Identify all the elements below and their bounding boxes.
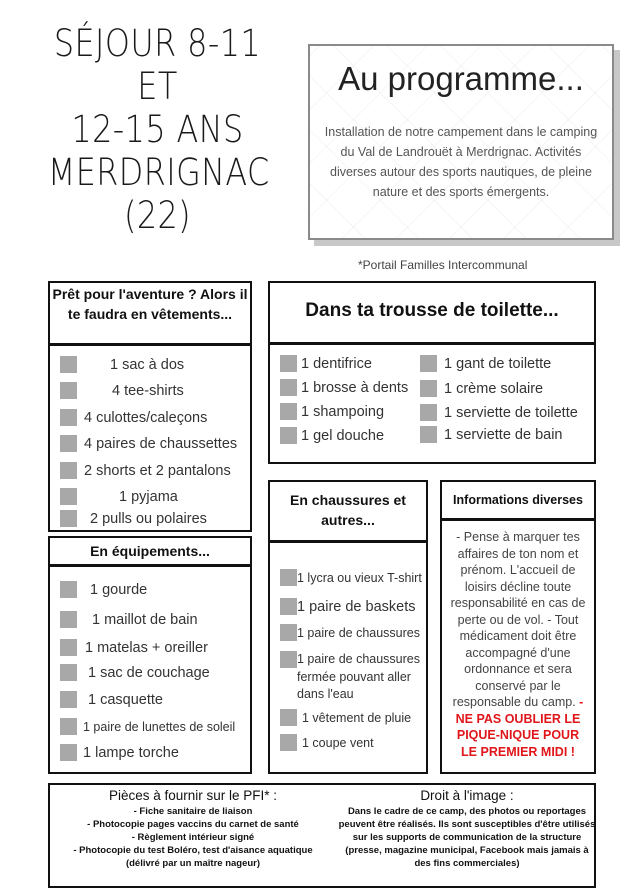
shoes-header: En chaussures et autres... [290, 492, 406, 528]
toiletry-list [268, 343, 596, 464]
checkbox-icon[interactable] [420, 355, 437, 372]
pieces-item: (délivré par un maître nageur) [125, 858, 261, 869]
droit-text: Dans le cadre de ce camp, des photos ou reportages peuvent être réalisés. Ils sont susceptibles d'être utilisés sur les supports de communication de la structure (presse, magazine municipal, Facebook mais jamais à des fins commerciales) [338, 806, 596, 869]
pieces-item: - Fiche sanitaire de liaison [133, 806, 253, 817]
checkbox-icon[interactable] [60, 744, 77, 761]
list-item[interactable]: 1 serviette de bain [420, 426, 563, 443]
pieces-item: - Règlement intérieur signé [131, 832, 255, 843]
checkbox-icon[interactable] [60, 409, 77, 426]
checkbox-icon[interactable] [60, 510, 77, 527]
checkbox-icon[interactable] [280, 379, 297, 396]
checkbox-icon[interactable] [280, 624, 297, 641]
checkbox-icon[interactable] [280, 427, 297, 444]
shoes-header-box [268, 480, 428, 542]
list-item[interactable]: 1 gel douche [280, 427, 384, 444]
list-item[interactable]: 1 dentifrice [280, 355, 372, 372]
checkbox-icon[interactable] [420, 404, 437, 421]
checkbox-icon[interactable] [60, 462, 77, 479]
programme-title: Au programme... [338, 60, 584, 97]
checkbox-icon[interactable] [60, 382, 77, 399]
list-item[interactable]: 4 paires de chaussettes [60, 435, 237, 452]
list-item[interactable]: 4 tee-shirts [60, 382, 184, 399]
droit-section [332, 787, 602, 870]
equipment-list [48, 565, 252, 774]
clothes-header-box [48, 281, 252, 345]
pieces-item: - Photocopie du test Boléro, test d'aisance aquatique [73, 845, 313, 856]
pieces-header: Pièces à fournir sur le PFI* : [108, 788, 278, 803]
list-item[interactable]: 1 paire de lunettes de soleil [60, 718, 235, 735]
list-item[interactable]: 1 paire de chaussures fermée pouvant aller dans l'eau [280, 651, 426, 704]
programme-text: Installation de notre campement dans le camping du Val de Landrouët à Merdrignac. Activités diverses autour des sports nautiques, de pleine nature et des sports émergents. [324, 125, 598, 199]
list-item[interactable]: 1 sac de couchage [60, 664, 210, 681]
list-item[interactable]: 1 brosse à dents [280, 379, 408, 396]
checkbox-icon[interactable] [60, 611, 77, 628]
checkbox-icon[interactable] [280, 569, 297, 586]
list-item[interactable]: 1 lycra ou vieux T-shirt [280, 569, 422, 586]
checkbox-icon[interactable] [280, 709, 297, 726]
clothes-header: Prêt pour l'aventure ? Alors il te faudra en vêtements... [52, 286, 248, 322]
checkbox-icon[interactable] [60, 664, 77, 681]
checkbox-icon[interactable] [420, 426, 437, 443]
list-item[interactable]: 1 vêtement de pluie [280, 709, 411, 726]
equipment-header-box [48, 536, 252, 566]
title-line: 12-15 ANS [71, 108, 244, 151]
pieces-item: - Photocopie pages vaccins du carnet de santé [87, 819, 299, 830]
equipment-header: En équipements... [90, 543, 210, 559]
info-header-box [440, 480, 596, 520]
checkbox-icon[interactable] [60, 488, 77, 505]
droit-header: Droit à l'image : [420, 788, 514, 803]
info-text [448, 529, 588, 760]
list-item[interactable]: 1 matelas + oreiller [60, 639, 208, 656]
checkbox-icon[interactable] [420, 380, 437, 397]
list-item[interactable]: 1 pyjama [60, 488, 178, 505]
list-item[interactable]: 1 gant de toilette [420, 355, 551, 372]
pieces-section [58, 787, 328, 870]
checkbox-icon[interactable] [280, 734, 297, 751]
title-line: (22) [123, 194, 192, 237]
checkbox-icon[interactable] [60, 435, 77, 452]
list-item[interactable]: 1 coupe vent [280, 734, 374, 751]
list-item[interactable]: 1 paire de chaussures [280, 624, 420, 641]
programme-card [308, 44, 614, 240]
info-box [440, 519, 596, 774]
list-item[interactable]: 4 culottes/caleçons [60, 409, 207, 426]
title-line: ET [137, 65, 178, 108]
list-item[interactable]: 1 paire de baskets [280, 598, 416, 615]
title-line: MERDRIGNAC [47, 151, 270, 194]
toiletry-header-box [268, 281, 596, 344]
list-item[interactable]: 1 lampe torche [60, 744, 179, 761]
checkbox-icon[interactable] [60, 639, 77, 656]
list-item[interactable]: 1 crème solaire [420, 380, 543, 397]
list-item[interactable]: 1 serviette de toilette [420, 404, 578, 421]
list-item[interactable]: 1 sac à dos [60, 356, 184, 373]
clothes-list [48, 344, 252, 532]
checkbox-icon[interactable] [60, 356, 77, 373]
checkbox-icon[interactable] [280, 598, 297, 615]
toiletry-header: Dans ta trousse de toilette... [305, 300, 559, 321]
list-item[interactable]: 2 shorts et 2 pantalons [60, 462, 231, 479]
list-item[interactable]: 2 pulls ou polaires [60, 510, 207, 527]
info-header: Informations diverses [453, 493, 583, 507]
documents-box [48, 783, 596, 888]
list-item[interactable]: 1 maillot de bain [60, 611, 198, 628]
info-warning: - NE PAS OUBLIER LE PIQUE-NIQUE POUR LE PREMIER MIDI ! [455, 695, 584, 759]
portail-note: *Portail Familles Intercommunal [358, 258, 528, 272]
checkbox-icon[interactable] [60, 581, 77, 598]
page-title [47, 22, 270, 237]
checkbox-icon[interactable] [60, 718, 77, 735]
info-body: - Pense à marquer tes affaires de ton nom et prénom. L'accueil de loisirs décline toute responsabilité en cas de perte ou de vol. - Tout médicament doit être accompagné d'une ordonnance et sera conservé par le responsable du camp. [450, 530, 586, 709]
checkbox-icon[interactable] [60, 691, 77, 708]
shoes-list [268, 541, 428, 774]
list-item[interactable]: 1 casquette [60, 691, 163, 708]
checkbox-icon[interactable] [280, 651, 297, 668]
checkbox-icon[interactable] [280, 355, 297, 372]
list-item[interactable]: 1 shampoing [280, 403, 384, 420]
title-line: SÉJOUR 8-11 [53, 22, 262, 65]
list-item[interactable]: 1 gourde [60, 581, 147, 598]
checkbox-icon[interactable] [280, 403, 297, 420]
